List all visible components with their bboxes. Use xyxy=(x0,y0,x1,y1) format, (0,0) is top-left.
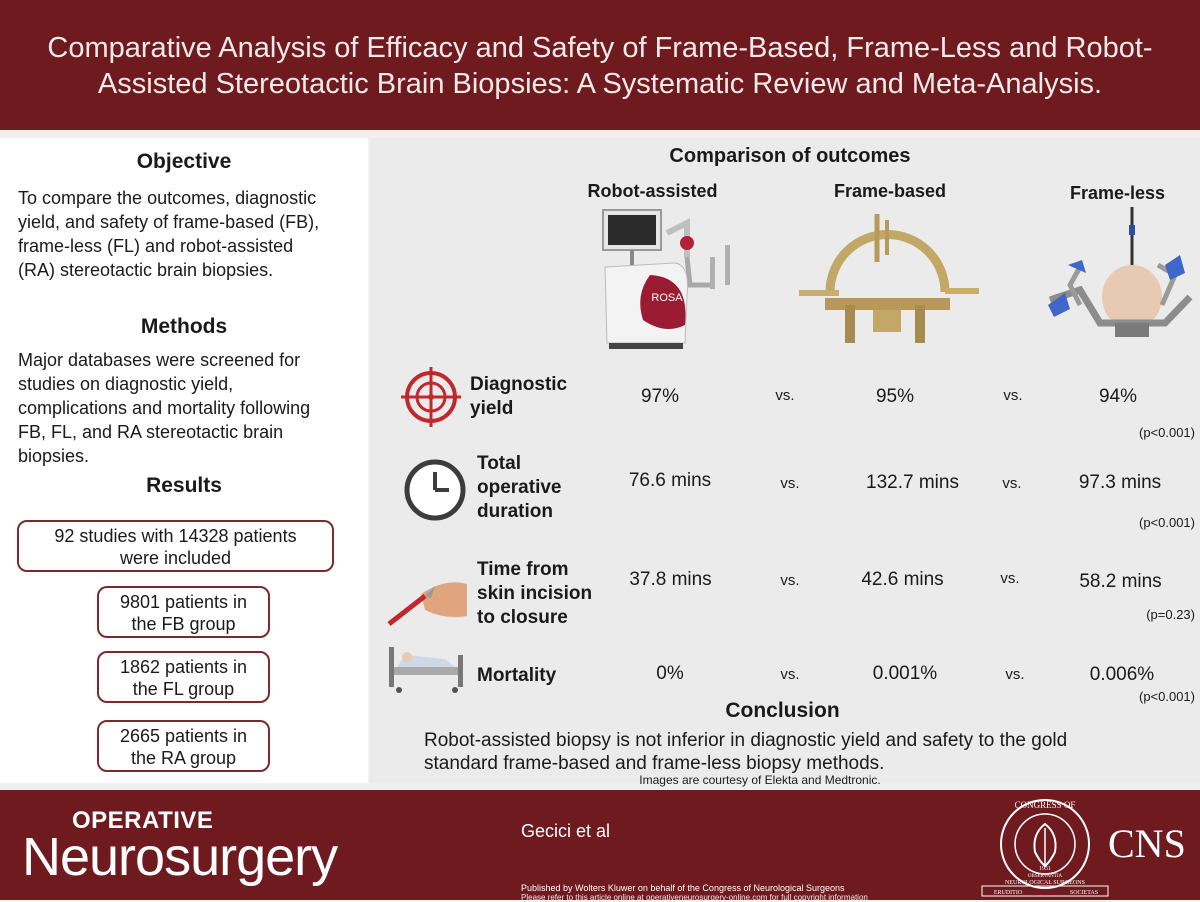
row-label-mortality: Mortality xyxy=(477,665,557,686)
cns-seal-logo xyxy=(980,794,1110,898)
left-panel xyxy=(0,138,368,783)
robot-assisted-image xyxy=(595,205,745,353)
p-value-incision-to-closure: (p=0.23) xyxy=(1146,607,1195,622)
footer-banner xyxy=(0,790,1200,900)
objective-text: To compare the outcomes, diagnostic yield, and safety of frame-based (FB), frame-less (FL) and robot-assisted (RA) stereotactic brain biopsies. xyxy=(18,188,320,280)
row-label-incision-to-closure: Time from skin incision to closure xyxy=(477,559,593,628)
vs-label: vs. xyxy=(1002,475,1022,492)
clock-icon xyxy=(403,458,467,522)
methods-text: Major databases were screened for studies on diagnostic yield, complications and mortality following FB, FL, and RA stereotactic brain biopsies. xyxy=(18,350,311,466)
scalpel-icon xyxy=(385,568,470,628)
vs-label: vs. xyxy=(1003,387,1023,404)
image-credit: Images are courtesy of Elekta and Medtronic. xyxy=(639,773,881,787)
svg-text:OBSERVANTIA: OBSERVANTIA xyxy=(1027,874,1063,879)
results-fb-box: 9801 patients in the FB group xyxy=(97,586,270,638)
svg-text:1951: 1951 xyxy=(1039,866,1051,872)
frame-based-image xyxy=(795,210,980,350)
p-value-diagnostic-yield: (p<0.001) xyxy=(1138,425,1195,440)
svg-text:NEUROLOGICAL SURGEONS: NEUROLOGICAL SURGEONS xyxy=(1005,880,1085,886)
objective-heading: Objective xyxy=(136,150,232,173)
header-banner xyxy=(0,0,1200,130)
frame-less-image xyxy=(1040,205,1195,353)
value-frame-less-diagnostic-yield: 94% xyxy=(1098,386,1138,407)
value-frame-based-operative-duration: 132.7 mins xyxy=(866,472,959,493)
cns-logo-text: CNS xyxy=(1108,821,1186,866)
publisher-note: Published by Wolters Kluwer on behalf of the Congress of Neurological Surgeons xyxy=(521,883,845,893)
value-frame-less-mortality: 0.006% xyxy=(1089,664,1155,685)
hospital-bed-icon xyxy=(385,645,467,695)
comparison-heading: Comparison of outcomes xyxy=(669,145,911,167)
vs-label: vs. xyxy=(780,475,800,492)
p-value-operative-duration: (p<0.001) xyxy=(1138,515,1195,530)
vs-label: vs. xyxy=(1000,570,1020,587)
copyright-note: Please refer to this article online at operativeneurosurgery-online.com for full copyright information xyxy=(521,893,868,902)
results-heading: Results xyxy=(146,474,222,497)
row-label-diagnostic-yield: Diagnostic yield xyxy=(470,374,568,419)
value-robot-incision-to-closure: 37.8 mins xyxy=(629,569,712,590)
value-robot-diagnostic-yield: 97% xyxy=(640,386,680,407)
author-credit: Gecici et al xyxy=(521,821,611,841)
value-frame-based-diagnostic-yield: 95% xyxy=(875,386,915,407)
results-fl-box: 1862 patients in the FL group xyxy=(97,651,270,703)
column-robot-assisted: Robot-assisted xyxy=(587,181,718,201)
journal-name-main: Neurosurgery xyxy=(22,827,338,887)
vs-label: vs. xyxy=(1005,666,1025,683)
value-frame-less-incision-to-closure: 58.2 mins xyxy=(1079,571,1162,592)
svg-text:CONGRESS OF: CONGRESS OF xyxy=(1014,800,1076,810)
column-frame-based: Frame-based xyxy=(833,181,947,201)
page-title: Comparative Analysis of Efficacy and Safety of Frame-Based, Frame-Less and Robot- Assisted Stereotactic Brain Biopsies: A Systematic Review and Meta-Analysis. xyxy=(47,32,1153,100)
conclusion-text: Robot-assisted biopsy is not inferior in diagnostic yield and safety to the gold standard frame-based and frame-less biopsy methods. xyxy=(424,730,1068,774)
value-robot-operative-duration: 76.6 mins xyxy=(628,470,712,491)
target-icon xyxy=(400,366,462,428)
value-robot-mortality: 0% xyxy=(656,663,684,684)
column-frame-less: Frame-less xyxy=(1069,183,1166,203)
results-ra-box: 2665 patients in the RA group xyxy=(97,720,270,772)
results-total-box: 92 studies with 14328 patients were included xyxy=(17,520,334,572)
vs-label: vs. xyxy=(775,387,795,404)
row-label-operative-duration: Total operative duration xyxy=(477,453,562,522)
journal-name-top: OPERATIVE xyxy=(72,807,214,834)
vs-label: vs. xyxy=(780,572,800,589)
conclusion-heading: Conclusion xyxy=(725,699,840,722)
svg-text:ERUDITIO: ERUDITIO xyxy=(993,890,1023,896)
value-frame-less-operative-duration: 97.3 mins xyxy=(1078,472,1162,493)
methods-heading: Methods xyxy=(140,315,228,338)
value-frame-based-incision-to-closure: 42.6 mins xyxy=(861,569,944,590)
p-value-mortality: (p<0.001) xyxy=(1138,689,1195,704)
rosa-brand-label: ROSA xyxy=(651,292,683,304)
svg-text:SOCIETAS: SOCIETAS xyxy=(1069,890,1099,896)
value-frame-based-mortality: 0.001% xyxy=(872,663,938,684)
vs-label: vs. xyxy=(780,666,800,683)
